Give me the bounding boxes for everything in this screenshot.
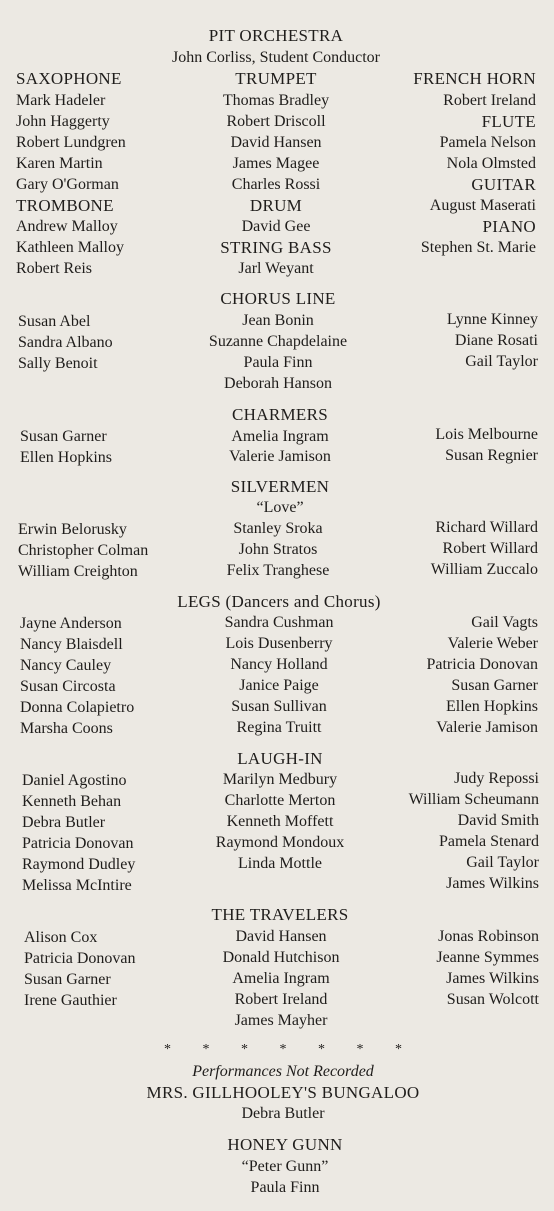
list-item: James Wilkins bbox=[446, 875, 539, 892]
list-item: Diane Rosati bbox=[454, 332, 538, 349]
list-item: William Scheumann bbox=[408, 791, 539, 808]
list-item: James Wilkins bbox=[446, 970, 539, 987]
list-item: Robert Willard bbox=[442, 540, 538, 557]
list-item: Gail Vagts bbox=[471, 614, 538, 631]
list-item: Sally Benoit bbox=[18, 355, 98, 372]
performances-not-recorded-label: Performances Not Recorded bbox=[192, 1063, 374, 1080]
list-item: Susan Garner bbox=[20, 428, 107, 445]
heading-trumpet: TRUMPET bbox=[235, 69, 317, 88]
list-item: Amelia Ingram bbox=[232, 970, 330, 987]
section-title-charmers: CHARMERS bbox=[232, 405, 328, 424]
list-item: Felix Tranghese bbox=[226, 562, 330, 579]
heading-string-bass: STRING BASS bbox=[220, 238, 332, 257]
list-item: Kenneth Behan bbox=[22, 793, 122, 810]
list-item: Judy Repossi bbox=[454, 770, 539, 787]
list-item: Alison Cox bbox=[24, 929, 98, 946]
list-item: Debra Butler bbox=[22, 814, 106, 831]
list-item: William Zuccalo bbox=[430, 561, 538, 578]
list-item: Paula Finn bbox=[243, 354, 313, 371]
list-item: August Maserati bbox=[429, 197, 536, 214]
list-item: Nola Olmsted bbox=[446, 155, 536, 172]
list-item: Kathleen Malloy bbox=[16, 239, 124, 256]
list-item: Melissa McIntire bbox=[22, 877, 132, 894]
list-item: Thomas Bradley bbox=[222, 92, 330, 109]
list-item: Suzanne Chapdelaine bbox=[208, 333, 348, 350]
list-item: Charlotte Merton bbox=[224, 792, 336, 809]
act-title-honey-gunn: HONEY GUNN bbox=[227, 1135, 343, 1154]
list-item: David Hansen bbox=[235, 928, 327, 945]
list-item: Valerie Weber bbox=[447, 635, 538, 652]
student-conductor: John Corliss, Student Conductor bbox=[171, 49, 381, 66]
list-item: Kenneth Moffett bbox=[226, 813, 334, 830]
section-title-pit-orchestra: PIT ORCHESTRA bbox=[208, 26, 344, 45]
list-item: Jonas Robinson bbox=[438, 928, 539, 945]
list-item: Nancy Blaisdell bbox=[20, 636, 123, 653]
list-item: Susan Garner bbox=[451, 677, 538, 694]
list-item: Donald Hutchison bbox=[222, 949, 340, 966]
list-item: Gary O'Gorman bbox=[16, 176, 119, 193]
act-subtitle: “Peter Gunn” bbox=[241, 1158, 329, 1175]
list-item: Karen Martin bbox=[16, 155, 103, 172]
list-item: William Creighton bbox=[18, 563, 138, 580]
list-item: Robert Reis bbox=[16, 260, 92, 277]
list-item: Jayne Anderson bbox=[20, 615, 122, 632]
list-item: Charles Rossi bbox=[231, 176, 321, 193]
list-item: Jean Bonin bbox=[242, 312, 314, 329]
list-item: Stanley Sroka bbox=[233, 520, 323, 537]
list-item: Ellen Hopkins bbox=[446, 698, 538, 715]
list-item: Raymond Dudley bbox=[22, 856, 136, 873]
list-item: Jarl Weyant bbox=[238, 260, 314, 277]
list-item: Susan Garner bbox=[24, 971, 111, 988]
list-item: Pamela Stenard bbox=[439, 833, 539, 850]
list-item: John Stratos bbox=[238, 541, 318, 558]
list-item: Paula Finn bbox=[250, 1179, 320, 1196]
star-divider: * * * * * * * bbox=[164, 1042, 416, 1057]
list-item: Richard Willard bbox=[435, 519, 538, 536]
list-item: Stephen St. Marie bbox=[420, 239, 536, 256]
list-item: David Gee bbox=[241, 218, 311, 235]
list-item: Nancy Cauley bbox=[20, 657, 112, 674]
list-item: Marsha Coons bbox=[20, 720, 113, 737]
list-item: Irene Gauthier bbox=[24, 992, 117, 1009]
section-title-silvermen: SILVERMEN bbox=[230, 477, 330, 496]
list-item: Patricia Donovan bbox=[426, 656, 538, 673]
list-item: Susan Wolcott bbox=[446, 991, 539, 1008]
list-item: Lois Dusenberry bbox=[225, 635, 333, 652]
list-item: Christopher Colman bbox=[18, 542, 149, 559]
list-item: Susan Circosta bbox=[20, 678, 116, 695]
list-item: Daniel Agostino bbox=[22, 772, 127, 789]
list-item: Robert Ireland bbox=[443, 92, 536, 109]
heading-trombone: TROMBONE bbox=[16, 196, 114, 215]
list-item: Robert Driscoll bbox=[226, 113, 326, 130]
list-item: Sandra Cushman bbox=[224, 614, 334, 631]
heading-guitar: GUITAR bbox=[471, 175, 536, 194]
section-title-legs: LEGS (Dancers and Chorus) bbox=[177, 592, 381, 611]
heading-saxophone: SAXOPHONE bbox=[16, 69, 122, 88]
heading-piano: PIANO bbox=[482, 217, 536, 236]
list-item: Valerie Jamison bbox=[229, 448, 331, 465]
section-subtitle: “Love” bbox=[256, 499, 304, 516]
list-item: Mark Hadeler bbox=[16, 92, 106, 109]
list-item: Patricia Donovan bbox=[24, 950, 136, 967]
section-title-chorus-line: CHORUS LINE bbox=[220, 289, 336, 308]
list-item: Nancy Holland bbox=[230, 656, 328, 673]
list-item: Susan Regnier bbox=[445, 447, 538, 464]
list-item: Robert Ireland bbox=[234, 991, 328, 1008]
list-item: Lois Melbourne bbox=[435, 426, 538, 443]
list-item: David Smith bbox=[457, 812, 539, 829]
list-item: Andrew Malloy bbox=[16, 218, 118, 235]
list-item: Patricia Donovan bbox=[22, 835, 134, 852]
list-item: Debra Butler bbox=[241, 1105, 325, 1122]
list-item: Linda Mottle bbox=[238, 855, 322, 872]
list-item: Marilyn Medbury bbox=[222, 771, 338, 788]
list-item: Gail Taylor bbox=[466, 854, 539, 871]
heading-french-horn: FRENCH HORN bbox=[413, 69, 536, 88]
list-item: Amelia Ingram bbox=[231, 428, 329, 445]
list-item: James Mayher bbox=[234, 1012, 328, 1029]
list-item: Gail Taylor bbox=[465, 353, 538, 370]
list-item: Lynne Kinney bbox=[446, 311, 538, 328]
act-title-bungaloo: MRS. GILLHOOLEY'S BUNGALOO bbox=[146, 1083, 420, 1102]
section-title-laugh-in: LAUGH-IN bbox=[237, 749, 323, 768]
list-item: Janice Paige bbox=[239, 677, 319, 694]
list-item: Jeanne Symmes bbox=[436, 949, 539, 966]
list-item: Deborah Hanson bbox=[224, 375, 332, 392]
list-item: Ellen Hopkins bbox=[20, 449, 112, 466]
list-item: Raymond Mondoux bbox=[215, 834, 345, 851]
list-item: Donna Colapietro bbox=[20, 699, 135, 716]
list-item: Regina Truitt bbox=[236, 719, 322, 736]
list-item: Pamela Nelson bbox=[439, 134, 536, 151]
list-item: James Magee bbox=[232, 155, 320, 172]
list-item: David Hansen bbox=[230, 134, 322, 151]
list-item: Valerie Jamison bbox=[436, 719, 538, 736]
heading-drum: DRUM bbox=[249, 196, 303, 215]
section-title-the-travelers: THE TRAVELERS bbox=[211, 905, 349, 924]
list-item: Erwin Belorusky bbox=[18, 521, 127, 538]
list-item: John Haggerty bbox=[16, 113, 110, 130]
heading-flute: FLUTE bbox=[481, 112, 536, 131]
list-item: Robert Lundgren bbox=[16, 134, 126, 151]
list-item: Susan Abel bbox=[18, 313, 91, 330]
list-item: Susan Sullivan bbox=[231, 698, 327, 715]
list-item: Sandra Albano bbox=[18, 334, 113, 351]
